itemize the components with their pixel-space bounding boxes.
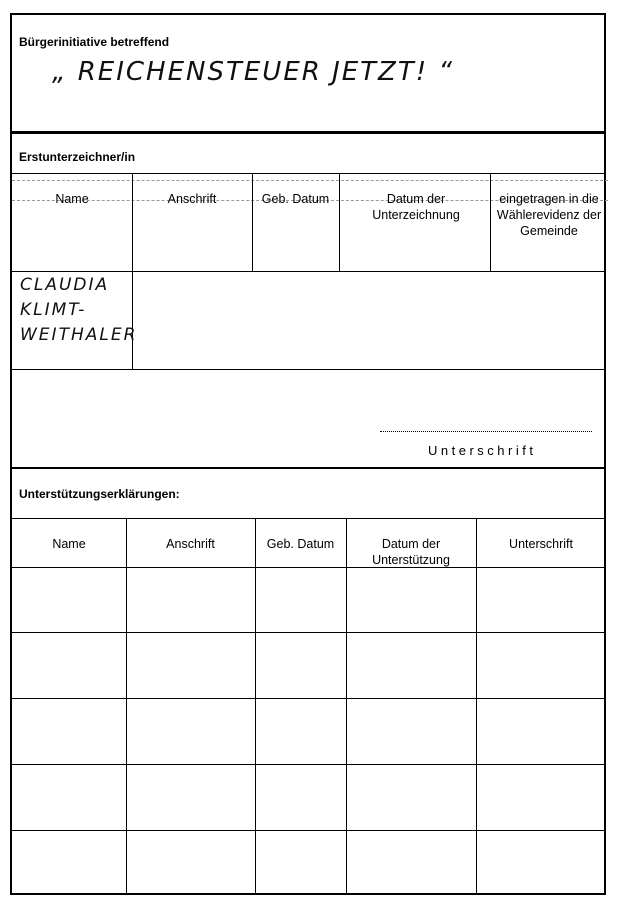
support-col-name: Name (52, 537, 86, 551)
support-row-line-3 (12, 764, 604, 765)
support-col-support-date: Datum der Unterstützung (372, 537, 450, 567)
initiator-col-signing-date: Datum der Unterzeichnung (372, 192, 460, 222)
section-divider-1 (12, 131, 604, 134)
initiative-label: Bürgerinitiative betreffend (19, 35, 170, 49)
initiator-col-voter-registry: eingetragen in die Wählerevidenz der Gemeinde (496, 192, 602, 238)
support-section-label: Unterstützungserklärungen: (19, 487, 180, 501)
initiator-section-label: Erstunterzeichner/in (19, 150, 136, 164)
initiator-col-divider-2 (252, 173, 253, 271)
support-col-divider-3 (346, 518, 347, 895)
initiator-col-divider-3 (339, 173, 340, 271)
handwritten-initiator-name (20, 273, 137, 348)
support-header-top-line (12, 518, 604, 519)
signature-line (380, 431, 592, 432)
support-row-line-2 (12, 698, 604, 699)
support-col-signature: Unterschrift (509, 537, 573, 551)
initiator-header-bottom-line (12, 271, 604, 272)
scan-artifact-line-2 (12, 180, 608, 181)
initiator-col-address: Anschrift (167, 192, 217, 206)
support-row-line-1 (12, 632, 604, 633)
initiator-col-divider-4 (490, 173, 491, 271)
initiator-header-top-line (12, 173, 604, 174)
handwritten-name-line-3: WEITHALER (20, 325, 138, 345)
support-col-divider-1 (126, 518, 127, 895)
signature-label: Unterschrift (428, 443, 537, 458)
initiator-row-bottom-line (12, 369, 604, 370)
support-row-line-4 (12, 830, 604, 831)
support-col-divider-2 (255, 518, 256, 895)
section-divider-2 (12, 467, 604, 469)
initiator-col-name: Name (55, 192, 89, 206)
handwritten-subject: „ REICHENSTEUER JETZT! “ (52, 57, 454, 87)
handwritten-name-line-1: CLAUDIA (20, 275, 110, 295)
support-col-birthdate: Geb. Datum (266, 537, 335, 551)
support-col-divider-4 (476, 518, 477, 895)
initiative-form (10, 13, 606, 895)
support-header-bottom-line (12, 567, 604, 568)
handwritten-name-line-2: KLIMT- (20, 300, 87, 320)
support-col-address: Anschrift (166, 537, 215, 551)
initiator-col-birthdate: Geb. Datum (261, 192, 330, 206)
